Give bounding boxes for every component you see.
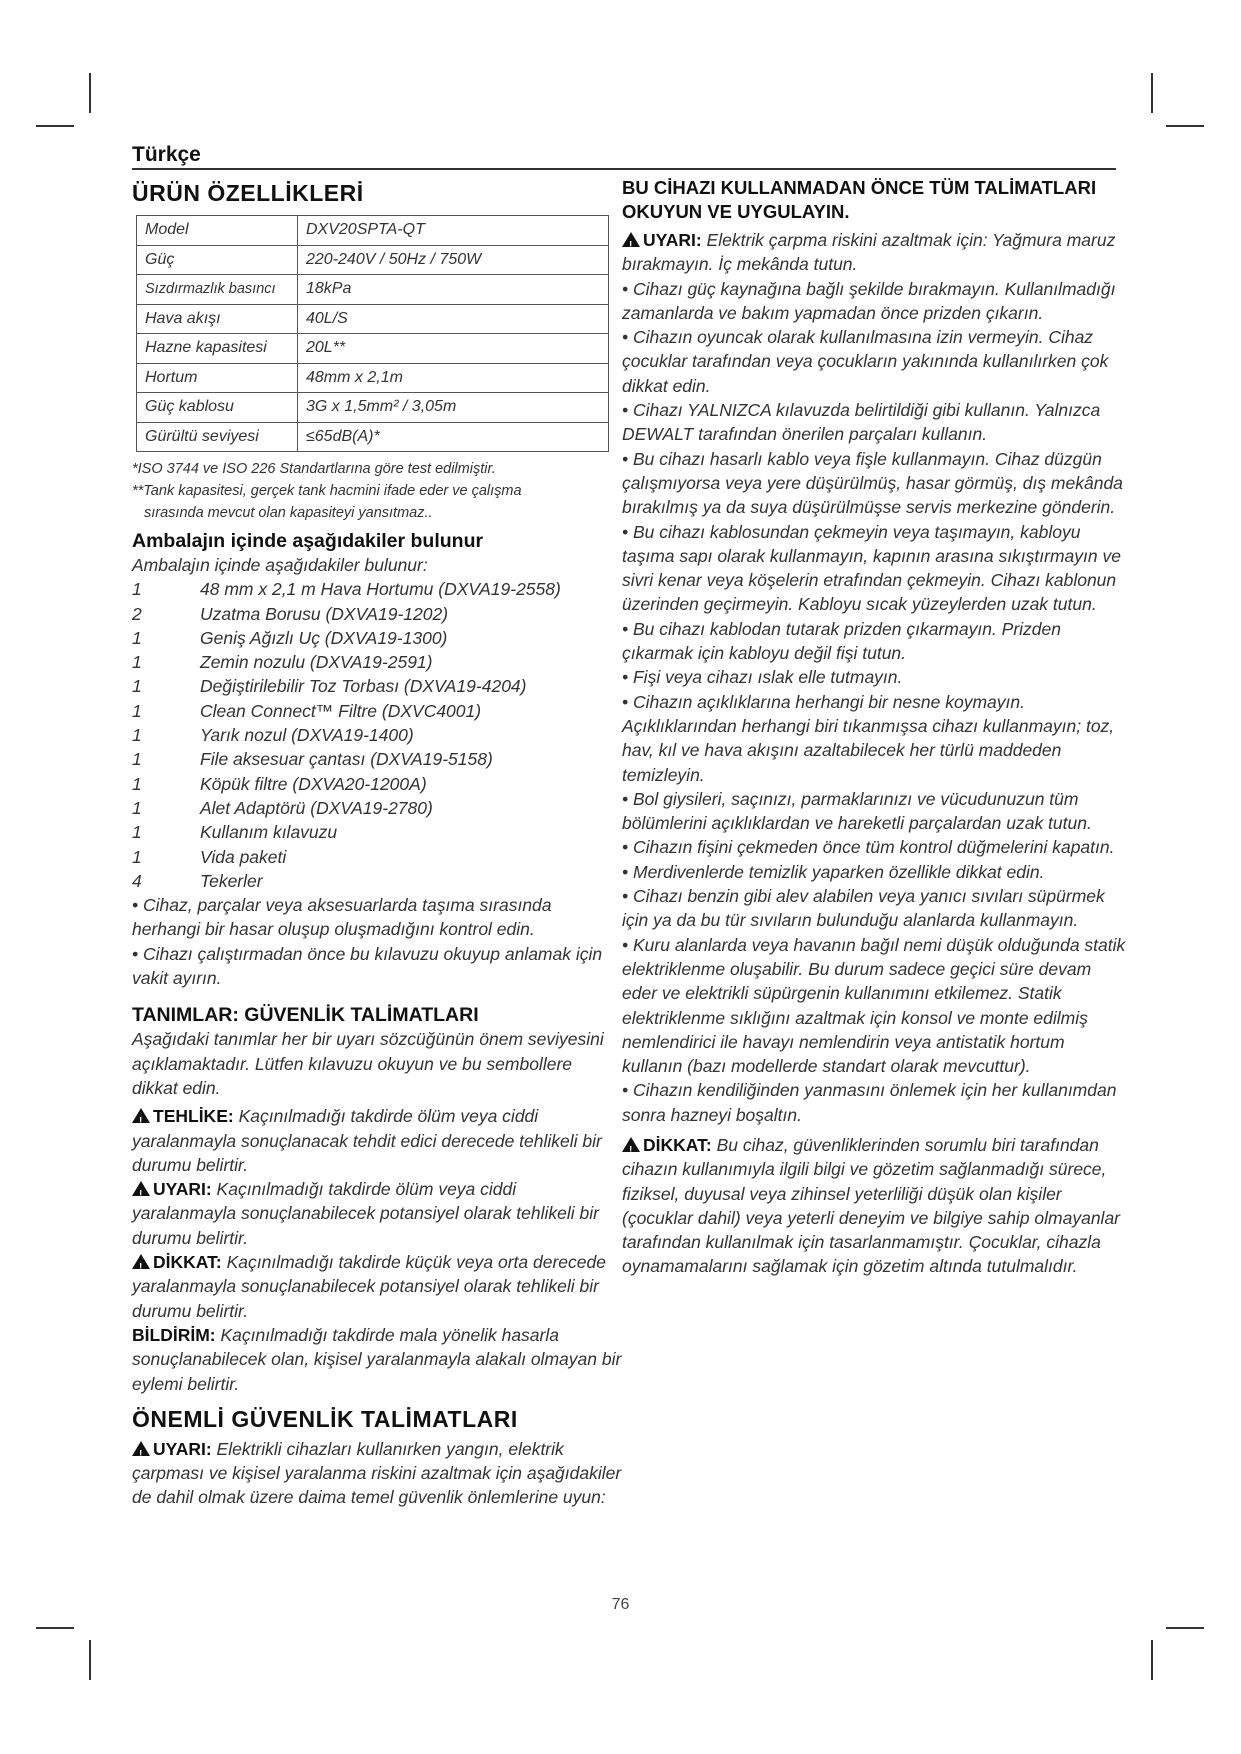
list-item: 2 Uzatma Borusu (DXVA19-1202): [132, 603, 449, 624]
safety-bullet: • Bu cihazı kablodan tutarak prizden çıkarmayın. Prizden çıkarmak için kabloyu değil fişi tutun.: [622, 618, 1061, 664]
warning-triangle-icon: [622, 232, 640, 247]
spec-value: 48mm x 2,1m: [298, 363, 609, 393]
definitions-intro: Aşağıdaki tanımlar her bir uyarı sözcüğünün önem seviyesini açıklamaktadır. Lütfen kılavuzu okuyun ve bu sembollere dikkat edin.: [132, 1029, 604, 1098]
table-row: [137, 393, 609, 423]
notice-definition: BİLDİRİM: Kaçınılmadığı takdirde mala yönelik hasarla sonuçlanabilecek olan, kişisel yaralanmayla alakalı olmayan bir eylemi belirtir.: [132, 1324, 622, 1394]
crop-mark: [36, 1627, 74, 1629]
spec-label: Hortum: [137, 363, 298, 393]
important-warning: !UYARI: Elektrikli cihazları kullanırken yangın, elektrik çarpması ve kişisel yaralanma riskini azaltmak için aşağıdakiler de dahil olmak üzere daima temel güvenlik önlemlerine uyun:: [132, 1437, 622, 1510]
list-item: 1 Köpük filtre (DXVA20-1200A): [132, 773, 427, 794]
table-row: [137, 216, 609, 246]
warning-triangle-icon: [132, 1108, 150, 1123]
list-item: 1 48 mm x 2,1 m Hava Hortumu (DXVA19-2558): [132, 579, 561, 600]
crop-mark: [89, 1640, 91, 1680]
crop-mark: [1151, 1640, 1153, 1680]
spec-value: 18kPa: [298, 275, 609, 305]
caution-note: !DİKKAT: Bu cihaz, güvenliklerinden sorumlu biri tarafından cihazın kullanımıyla ilgili bilgi ve gözetim sağlanmadığı sürece, fiziksel, duyusal veya zihinsel yeterliliği düşük olan kişiler (çocuklar dahil) veya yeterli deneyim ve bilgiye sahip olmayanlar tarafından kullanılmak için tasarlanmamıştır. Çocuklar, cihazla oynamamalarını sağlamak için gözetim altında tutulmalıdır.: [622, 1133, 1127, 1279]
list-item: 1 Alet Adaptörü (DXVA19-2780): [132, 797, 433, 818]
safety-bullet: • Cihazı benzin gibi alev alabilen veya yanıcı sıvıları süpürmek için ya da bu tür sıvıların bulunduğu alanlarda kullanmayın.: [622, 886, 1105, 931]
warning-triangle-icon: [132, 1441, 150, 1456]
left-column: [132, 176, 622, 1510]
crop-mark: [1166, 125, 1204, 127]
list-item: 1 Değiştirilebilir Toz Torbası (DXVA19-4204): [132, 676, 527, 697]
table-row: [137, 304, 609, 334]
electric-warning: !UYARI: Elektrik çarpma riskini azaltmak için: Yağmura maruz bırakmayın. İç mekânda tutun.: [622, 228, 1127, 277]
footnote: **Tank kapasitesi, gerçek tank hacmini ifade eder ve çalışma: [132, 483, 522, 499]
safety-bullet: • Fişi veya cihazı ıslak elle tutmayın.: [622, 667, 903, 688]
safety-bullet: • Kuru alanlarda veya havanın bağıl nemi düşük olduğunda statik elektriklenme oluşabilir. Bu durum sadece geçici süre devam eder ve elektrikli süpürgenin kullanımını etkilemez. Statik elektriklenme sıklığını azaltmak için konsol ve monte edilmiş nemlendirici ile havayı nemlendirin veya antistatik hortum kullanın (bazı modellerde standart olarak mevcuttur).: [622, 934, 1126, 1077]
list-item: 1 Zemin nozulu (DXVA19-2591): [132, 652, 433, 673]
package-intro: Ambalajın içinde aşağıdakiler bulunur:: [132, 555, 428, 575]
list-item: 1 Geniş Ağızlı Uç (DXVA19-1300): [132, 627, 448, 648]
safety-bullet: • Merdivenlerde temizlik yaparken özellikle dikkat edin.: [622, 861, 1045, 882]
table-row: [137, 422, 609, 452]
page-number: 76: [611, 1596, 630, 1613]
package-list: [132, 577, 622, 893]
safety-bullet: • Bu cihazı hasarlı kablo veya fişle kullanmayın. Cihaz düzgün çalışmıyorsa veya yere düşürülmüş, hasar görmüş, dış mekânda bırakılmış ya da suya düşürülmüşse servis merkezine gönderin.: [622, 448, 1123, 518]
caution-definition: !DİKKAT: Kaçınılmadığı takdirde küçük veya orta derecede yaralanmayla sonuçlanabilecek potansiyel olarak tehlikeli bir durumu belirtir.: [132, 1250, 622, 1323]
spec-value: 3G x 1,5mm² / 3,05m: [298, 393, 609, 423]
spec-label: Hava akışı: [137, 304, 298, 334]
specs-title: ÜRÜN ÖZELLİKLERİ: [132, 180, 364, 206]
crop-mark: [1166, 1627, 1204, 1629]
definitions-title: TANIMLAR: GÜVENLİK TALİMATLARI: [132, 1004, 479, 1027]
spec-label: Gürültü seviyesi: [137, 422, 298, 452]
safety-bullet: • Cihazın açıklıklarına herhangi bir nesne koymayın. Açıklıklarından herhangi biri tıkanmışsa cihazı kullanmayın; toz, hav, kıl ve hava akışını azaltabilecek her türlü maddeden temizleyin.: [622, 691, 1115, 785]
list-item: 1 Clean Connect™ Filtre (DXVC4001): [132, 700, 482, 721]
spec-label: Güç: [137, 245, 298, 275]
language-label: Türkçe: [132, 143, 201, 166]
spec-label: Sızdırmazlık basıncı: [137, 275, 298, 305]
crop-mark: [36, 125, 74, 127]
spec-label: Hazne kapasitesi: [137, 334, 298, 364]
warning-triangle-icon: [132, 1254, 150, 1269]
spec-value: 220-240V / 50Hz / 750W: [298, 245, 609, 275]
list-item: 1 Kullanım kılavuzu: [132, 822, 338, 843]
safety-bullet: • Cihazı YALNIZCA kılavuzda belirtildiği gibi kullanın. Yalnızca DEWALT tarafından önerilen parçaları kullanın.: [622, 400, 1101, 445]
safety-bullet: • Cihazın kendiliğinden yanmasını önlemek için her kullanımdan sonra hazneyi boşaltın.: [622, 1080, 1117, 1125]
safety-bullet: • Cihazın oyuncak olarak kullanılmasına izin vermeyin. Cihaz çocuklar tarafından veya çocukların yakınında kullanılırken çok dikkat edin.: [622, 327, 1109, 396]
footnote: sırasında mevcut olan kapasiteyi yansıtmaz..: [144, 505, 433, 521]
header-rule: [132, 168, 1116, 170]
table-row: [137, 245, 609, 275]
spec-value: ≤65dB(A)*: [298, 422, 609, 452]
table-row: [137, 275, 609, 305]
spec-value: 20L**: [298, 334, 609, 364]
footnote: *ISO 3744 ve ISO 226 Standartlarına göre test edilmiştir.: [132, 461, 496, 477]
package-title: Ambalajın içinde aşağıdakiler bulunur: [132, 530, 484, 552]
safety-bullet: • Bu cihazı kablosundan çekmeyin veya taşımayın, kabloyu taşıma sapı olarak kullanmayın, kapının arasına sıkıştırmayın ve sivri kenar veya köşelerin etrafından çekmeyin. Cihazı kablonun üzerinden geçirmeyin. Kabloyu sıcak yüzeylerden uzak tutun.: [622, 521, 1121, 615]
right-column: [622, 176, 1127, 1279]
list-item: 1 File aksesuar çantası (DXVA19-5158): [132, 749, 493, 770]
spec-label: Model: [137, 216, 298, 246]
list-item: 1 Yarık nozul (DXVA19-1400): [132, 725, 414, 746]
spec-label: Güç kablosu: [137, 393, 298, 423]
spec-value: DXV20SPTA-QT: [298, 216, 609, 246]
list-item: 4 Tekerler: [132, 870, 263, 891]
warning-triangle-icon: [132, 1181, 150, 1196]
package-note: • Cihazı çalıştırmadan önce bu kılavuzu okuyup anlamak için vakit ayırın.: [132, 943, 603, 989]
safety-bullet: • Bol giysileri, saçınızı, parmaklarınızı ve vücudunuzun tüm bölümlerini açıklıklardan ve hareketli parçalardan uzak tutun.: [622, 788, 1092, 834]
safety-bullet: • Cihazı güç kaynağına bağlı şekilde bırakmayın. Kullanılmadığı zamanlarda ve bakım yapmadan önce prizden çıkarın.: [622, 278, 1116, 323]
read-instructions-title: BU CİHAZI KULLANMADAN ÖNCE TÜM TALİMATLARI OKUYUN VE UYGULAYIN.: [622, 177, 1097, 222]
specs-table: [136, 215, 609, 452]
crop-mark: [1151, 73, 1153, 113]
list-item: 1 Vida paketi: [132, 846, 287, 867]
warning-triangle-icon: [622, 1137, 640, 1152]
table-row: [137, 363, 609, 393]
warning-definition: !UYARI: Kaçınılmadığı takdirde ölüm veya ciddi yaralanmayla sonuçlanabilecek potansiyel olarak tehlikeli bir durumu belirtir.: [132, 1177, 622, 1250]
crop-mark: [89, 73, 91, 113]
safety-bullet: • Cihazın fişini çekmeden önce tüm kontrol düğmelerini kapatın.: [622, 837, 1115, 858]
package-note: • Cihaz, parçalar veya aksesuarlarda taşıma sırasında herhangi bir hasar oluşup oluşmadığını kontrol edin.: [132, 895, 552, 940]
important-title: ÖNEMLİ GÜVENLİK TALİMATLARI: [132, 1405, 518, 1432]
table-row: [137, 334, 609, 364]
danger-definition: !TEHLİKE: Kaçınılmadığı takdirde ölüm veya ciddi yaralanmayla sonuçlanacak tehdit edici derecede tehlikeli bir durumu belirtir.: [132, 1104, 622, 1177]
spec-value: 40L/S: [298, 304, 609, 334]
